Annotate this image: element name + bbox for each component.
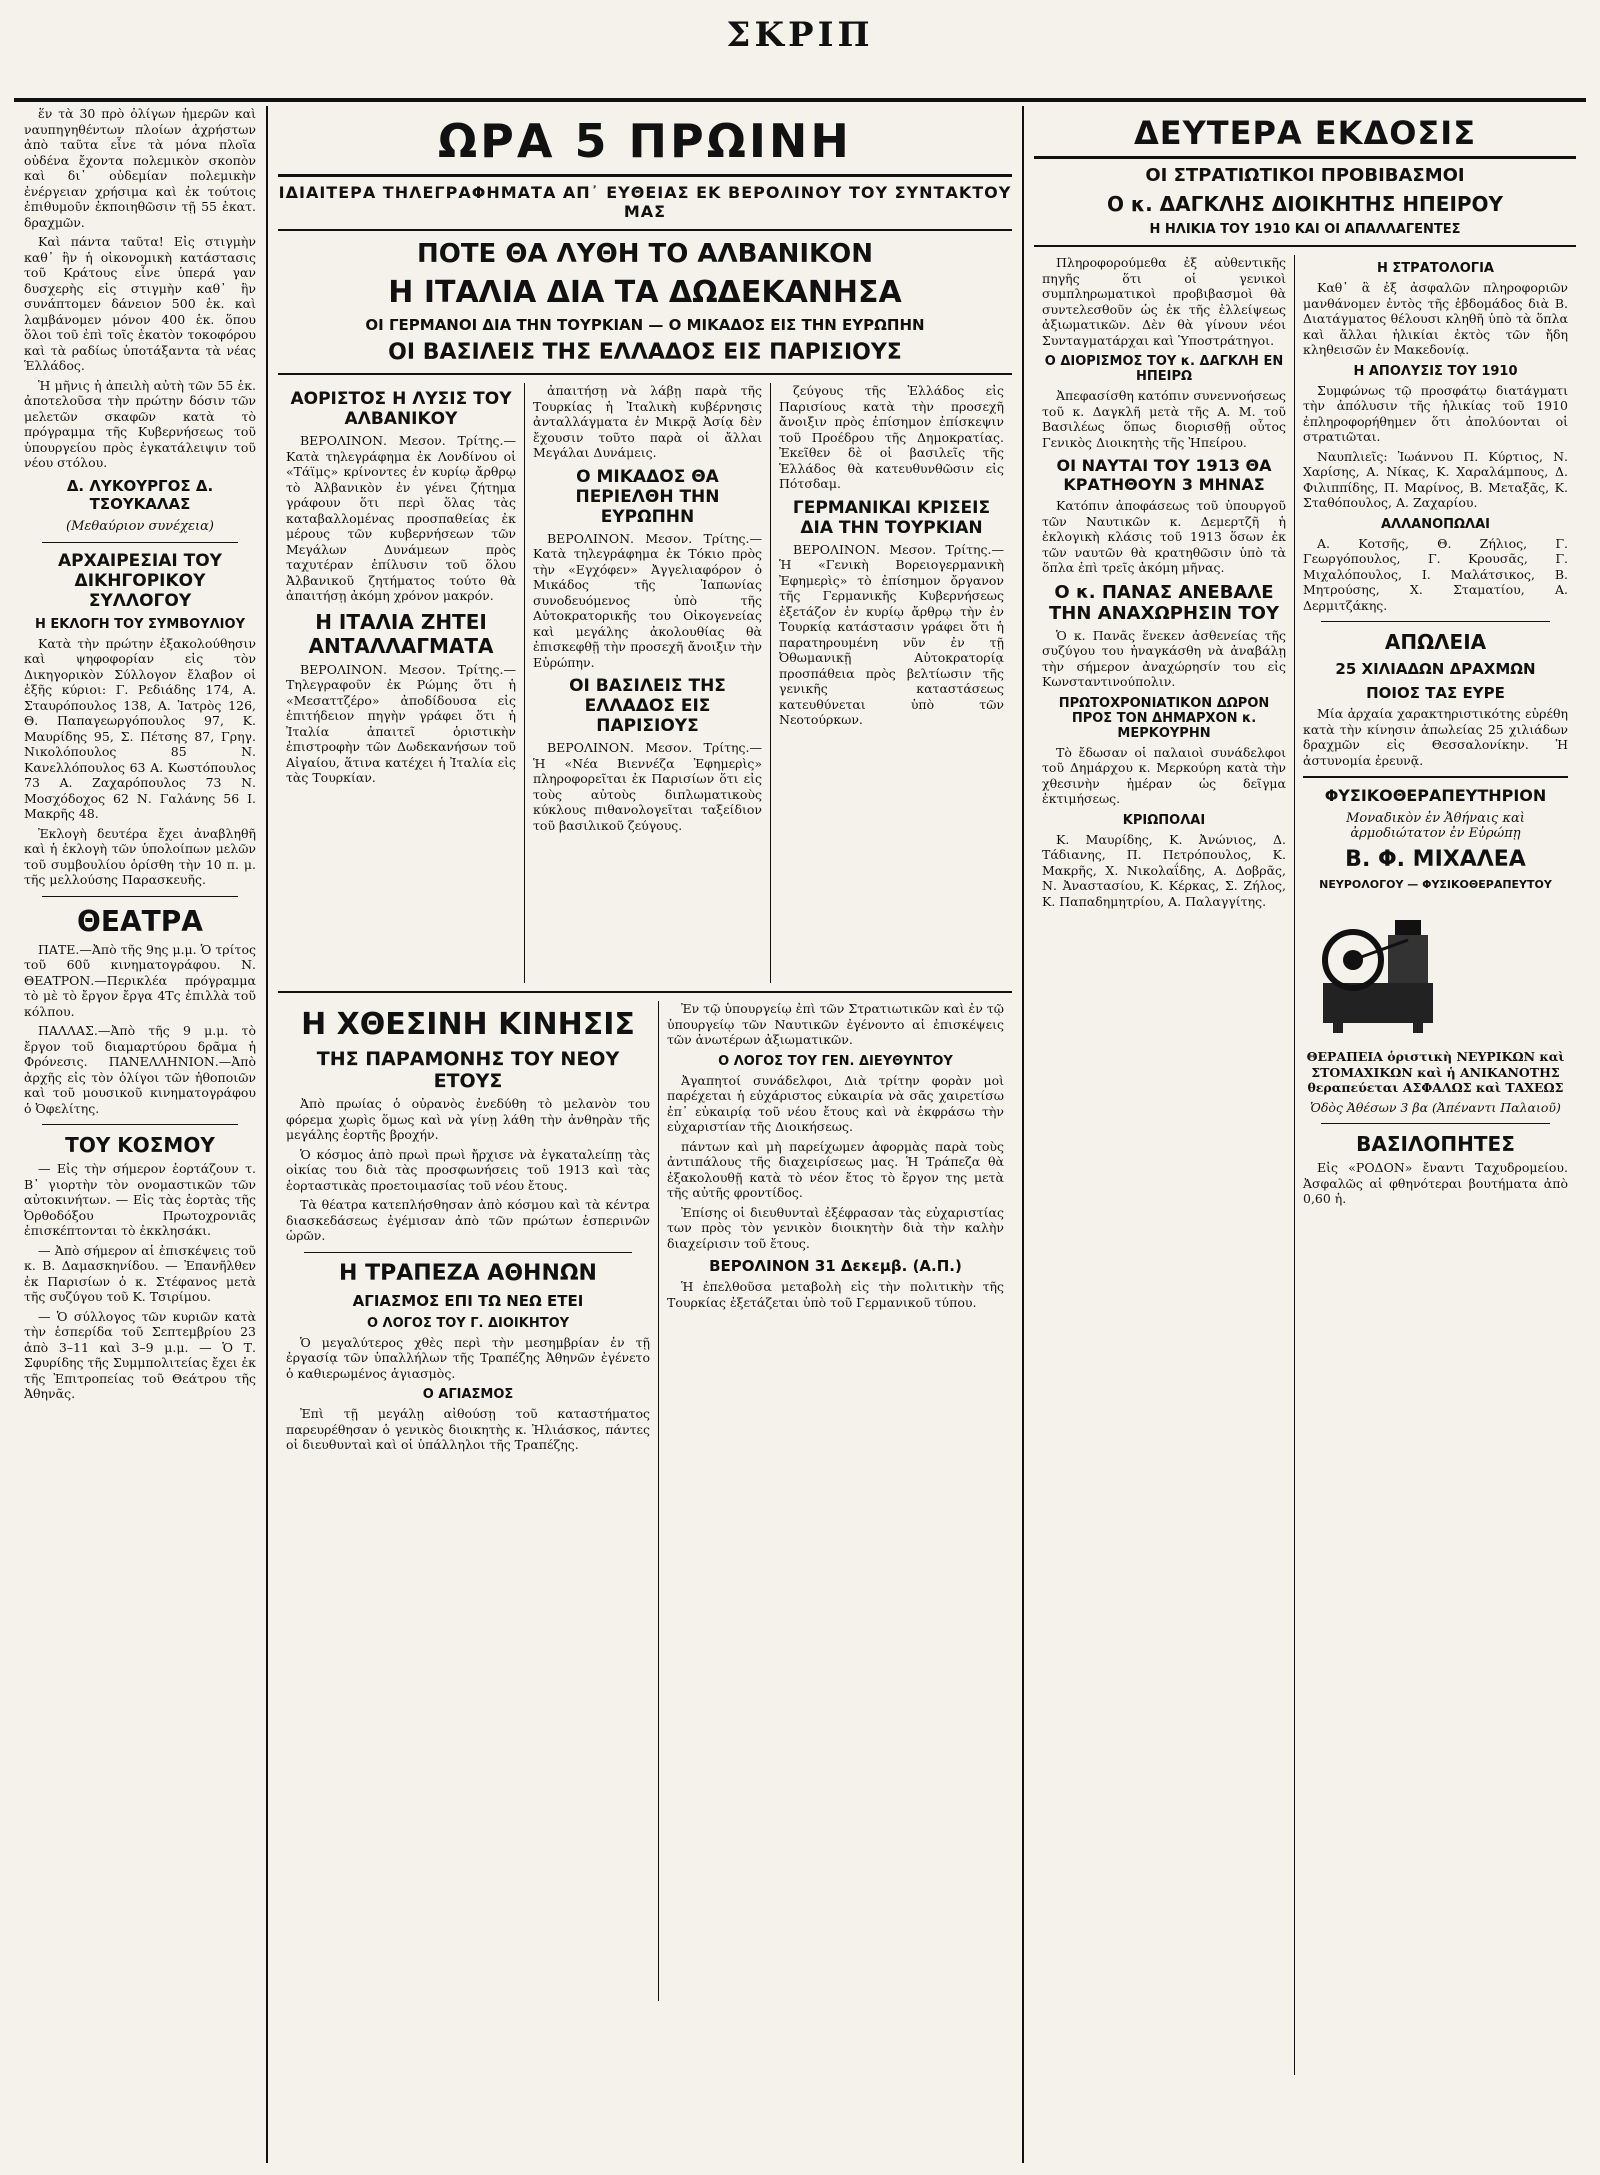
story-headline: Ο κ. ΔΑΓΚΛΗΣ ΔΙΟΙΚΗΤΗΣ ΗΠΕΙΡΟΥ — [1106, 192, 1504, 216]
ad-name: Β. Φ. ΜΙΧΑΛΕΑ — [1345, 847, 1526, 872]
article-headline: ΓΕΡΜΑΝΙΚΑΙ ΚΡΙΣΕΙΣ ΔΙΑ ΤΗΝ ΤΟΥΡΚΙΑΝ — [792, 497, 991, 538]
article-paragraph: Ἡ μῆνις ἡ ἀπειλὴ αὐτὴ τῶν 55 ἑκ. ἀποτελοῦσα τὴν πρώτην δόσιν τῶν μελετῶν σκαφῶν κατὰ τὸ πρόγραμμα τῆς Κυβερνήσεως τοῦ ὑπουργείου πρὸς ἐγκατάλειψιν τοῦ νέου στόλου. — [24, 377, 256, 470]
article-paragraph: — Ὁ σύλλογος τῶν κυριῶν κατὰ τὴν ἑσπερίδα τοῦ Σεπτεμβρίου 23 ἀπὸ 3–11 καὶ 3–9 μ.μ. — Ὁ Τ. Σφυρίδης τῆς Συμμπολιτείας ἔχει ἐκ τῆς Ἐπιτροπείας τοῦ Θεάτρου τῆς Ἀθηνᾶς. — [24, 1308, 256, 1401]
ad-headline: ΒΑΣΙΛΟΠΗΤΕΣ — [1356, 1132, 1515, 1156]
article-subheadline: Ο ΛΟΓΟΣ ΤΟΥ ΓΕΝ. ΔΙΕΥΘΥΝΤΟΥ — [718, 1053, 953, 1069]
article-headline: ΟΙ ΝΑΥΤΑΙ ΤΟΥ 1913 ΘΑ ΚΡΑΤΗΘΟΥΝ 3 ΜΗΝΑΣ — [1056, 456, 1272, 494]
article-paragraph: ΒΕΡΟΛΙΝΟΝ. Μεσον. Τρίτης.— Κατὰ τηλεγράφημα ἐκ Λονδίνου οἱ «Τάϊμς» κρίνοντες ἐν κυρίῳ ἄρθρῳ τὸ Ἀλβανικὸν ἐν γένει ζήτημα γράφουν ὅτι περὶ ὅλας τὰς καταβαλλομένας προσπαθείας ἐκ μέρους τῶν κυβερνήσεων τῶν Μεγάλων Δυνάμεων πρὸς ταχυτέραν ἐπίλυσιν τοῦ ὅλου Ἀλβανικοῦ ζητήματος τούτο θὰ ἀπαιτήσῃ ἀκόμη χρόνον μακρόν. — [286, 433, 516, 603]
article-subheadline: Ο ΛΟΓΟΣ ΤΟΥ Γ. ΔΙΟΙΚΗΤΟΥ — [366, 1315, 570, 1331]
article-subheadline: ΒΕΡΟΛΙΝΟΝ 31 Δεκεμβ. (Α.Π.) — [709, 1257, 962, 1275]
article-paragraph: ΒΕΡΟΛΙΝΟΝ. Μεσον. Τρίτης.— Ἡ «Γενικὴ Βορειογερμανικὴ Ἐφημερὶς» τὸ ἐπίσημον ὄργανον τῆς Γερμανικῆς Κυβερνήσεως ἐξετάζον ἐν κυρίῳ ἄρθρῳ τὴν ἐν Τουρκίᾳ κατάστασιν γράφει ὅτι ἡ παρατηρουμένη νῦν ἐν τῇ Ὀθωμανικῇ Αὐτοκρατορίᾳ προσπάθεια πρὸς βελτίωσιν τῆς γενικῆς καταστάσεως κατευθύνεται ὑπὸ τῶν Νεοτούρκων. — [779, 541, 1004, 727]
section-heading: ΘΕΑΤΡΑ — [77, 904, 203, 938]
lower-subcolumns — [278, 1001, 1012, 2001]
divider — [42, 1124, 238, 1125]
article-paragraph: Ἀπὸ πρωίας ὁ οὐρανὸς ἐνεδύθη τὸ μελανὸν του φόρεμα χωρὶς ὅμως καὶ νὰ γίνῃ λάθη τὴν ἀνθηρὰν τῆς μεγάλης ἑορτῆς βροχήν. — [286, 1096, 650, 1142]
article-headline: Η ΣΤΡΑΤΟΛΟΓΙΑ — [1377, 261, 1494, 276]
article-paragraph: ΠΑΤΕ.—Ἀπὸ τῆς 9ης μ.μ. Ὁ τρίτος τοῦ 60ῦ κινηματογράφου. Ν. ΘΕΑΤΡΟΝ.—Περικλέα πρόγραμμα τὸ μὲ τὸ ἔργον ἔργα 4Τς ἐπιλλὰ τοῦ κόλπου. — [24, 941, 256, 1019]
article-paragraph: Ὁ κόσμος ἀπὸ πρωὶ πρωὶ ἤρχισε νὰ ἐγκαταλείπῃ τὰς οἰκίας του διὰ τὰς προσφωνήσεις τοῦ 1913 καὶ τὰς ἑορταστικὰς προετοιμασίας τοῦ νέου ἔτους. — [286, 1146, 650, 1193]
article-headline: ΑΟΡΙΣΤΟΣ Η ΛΥΣΙΣ ΤΟΥ ΑΛΒΑΝΙΚΟΥ — [290, 389, 512, 429]
article-paragraph: Ὁ μεγαλύτερος χθὲς περὶ τὴν μεσημβρίαν ἐν τῇ ἐργασίᾳ τῶν ὑπαλλήλων τῆς Τραπέζης Ἀθηνῶν ἐγένετο ὁ καθιερωμένος ἁγιασμὸς. — [286, 1334, 650, 1381]
main-headline: ΩΡΑ 5 ΠΡΩΙΝΗ — [278, 114, 1012, 177]
ad-headline: ΦΥΣΙΚΟΘΕΡΑΠΕΥΤΗΡΙΟΝ — [1324, 786, 1547, 805]
divider — [1321, 621, 1550, 622]
article-headline: ΑΛΛΑΝΟΠΩΛΑΙ — [1380, 516, 1491, 532]
article-paragraph: Ἐπὶ τῇ μεγάλῃ αἰθούσῃ τοῦ καταστήματος παρευρέθησαν ὁ γενικὸς διοικητὴς κ. Ἠλιάσκος, πάντες οἱ διευθυνταὶ καὶ οἱ ὑπάλληλοι τῆς Τραπέζης. — [286, 1406, 650, 1452]
main-section — [266, 106, 1024, 2163]
article-subheadline: ΤΗΣ ΠΑΡΑΜΟΝΗΣ ΤΟΥ ΝΕΟΥ ΕΤΟΥΣ — [316, 1048, 620, 1092]
ad-text: Εἰς «ΡΟΔΟΝ» ἔναντι Ταχυδρομείου. Ἀσφαλῶς αἱ φθηνότεραι βουτήματα ἀπὸ 0,60 ἡ. — [1303, 1160, 1568, 1206]
article-headline: Ο κ. ΠΑΝΑΣ ΑΝΕΒΑΛΕ ΤΗΝ ΑΝΑΧΩΡΗΣΙΝ ΤΟΥ — [1049, 581, 1279, 624]
divider — [278, 991, 1012, 993]
ad-subheadline: Μοναδικὸν ἐν Ἀθήναις καὶ ἀρμοδιώτατον ἐν Εὐρώπῃ — [1346, 811, 1525, 841]
article-paragraph: Καθ᾽ ἃ ἐξ ἀσφαλῶν πληροφοριῶν μανθάνομεν ἐντὸς τῆς ἑβδομάδος διὰ Β. Διατάγματος θέλουσι κληθῆ ὑπὸ τὰ ὅπλα καὶ ἄλλαι ἡλικίαι ἐκτὸς τῶν ἤδη κληθεισῶν ἐν Μακεδονίᾳ. — [1303, 280, 1568, 357]
article-headline: ΠΡΩΤΟΧΡΟΝΙΑΤΙΚΟΝ ΔΩΡΟΝ ΠΡΟΣ ΤΟΝ ΔΗΜΑΡΧΟΝ κ. ΜΕΡΚΟΥΡΗΝ — [1058, 695, 1270, 741]
subcolumn — [658, 1001, 1012, 2001]
divider — [1321, 1123, 1550, 1124]
article-headline: ΚΡΙΩΠΟΛΑΙ — [1122, 812, 1206, 828]
right-subcolumns — [1034, 255, 1576, 2075]
article-signature: Δ. ΛΥΚΟΥΡΓΟΣ Δ. ΤΣΟΥΚΑΛΑΣ — [66, 476, 214, 513]
story-subheadline: Η ΗΛΙΚΙΑ ΤΟΥ 1910 ΚΑΙ ΟΙ ΑΠΑΛΛΑΓΕΝΤΕΣ — [1149, 222, 1461, 237]
section-heading: ΤΟΥ ΚΟΣΜΟΥ — [65, 1133, 215, 1157]
ad-address: Ὁδὸς Ἀθέσων 3 βα (Ἀπέναντι Παλαιοῦ) — [1310, 1099, 1561, 1115]
electrotherapy-machine-illustration — [1303, 905, 1453, 1035]
article-paragraph: ΠΑΛΛΑΣ.—Ἀπὸ τῆς 9 μ.μ. τὸ ἔργον τοῦ διαμαρτύρου δρᾶμα ἡ Φρόνεσις. ΠΑΝΕΛΛΗΝΙΟΝ.—Ἀπὸ ἀρχῆς εἰς τὸν ὀλίγοι τῶν ἠθοποιῶν καὶ τοῦ μουσικοῦ κινηματογράφου ὁ Ὀφελίτης. — [24, 1023, 256, 1116]
divider — [1303, 776, 1568, 778]
article-paragraph: ἀπαιτήσῃ νὰ λάβῃ παρὰ τῆς Τουρκίας ἡ Ἰταλικὴ κυβέρνησις ἀνταλλάγματα ἐν Μικρᾷ Ἀσίᾳ δὲν ἔχουσιν τοῦτο παρὰ οἱ ἄλλαι Μεγάλαι Δυνάμεις. — [533, 383, 762, 460]
article-paragraph: ΒΕΡΟΛΙΝΟΝ. Μεσον. Τρίτης.— Κατὰ τηλεγράφημα ἐκ Τόκιο πρὸς τὴν «Εγχόφεν» Ἀγγελιαφόρον ὁ Μικάδος τῆς Ἰαπωνίας συνοδευόμενος ὑπὸ τῆς Αὐτοκρατορικῆς του Οἰκογενείας καὶ μεγάλης ἀκολουθίας θὰ ἐπισκεφθῇ τὴν προσεχῆ ἄνοιξιν τὴν Εὐρώπην. — [533, 530, 762, 670]
notice-headline: ΑΠΩΛΕΙΑ — [1384, 630, 1487, 654]
article-paragraph: Συμφώνως τῷ προσφάτῳ διατάγματι τὴν ἀπόλυσιν τῆς ἡλικίας τοῦ 1910 ἐπληροφορήθημεν ὅτι ἀπολύονται οἱ στρατιῶται. — [1303, 382, 1568, 444]
section-subheading: Η ΕΚΛΟΓΗ ΤΟΥ ΣΥΜΒΟΥΛΙΟΥ — [35, 616, 245, 632]
article-headline: ΟΙ ΒΑΣΙΛΕΙΣ ΤΗΣ ΕΛΛΑΔΟΣ ΕΙΣ ΠΑΡΙΣΙΟΥΣ — [569, 676, 726, 736]
divider — [278, 229, 1012, 231]
subcolumn — [524, 383, 770, 983]
story-headline: ΟΙ ΣΤΡΑΤΙΩΤΙΚΟΙ ΠΡΟΒΙΒΑΣΜΟΙ — [1145, 165, 1465, 186]
article-paragraph: — Ἀπὸ σήμερον αἱ ἐπισκέψεις τοῦ κ. Β. Δαμασκηνίδου. — Ἐπανῆλθεν ἐκ Παρισίων ὁ κ. Στέφανος μετὰ τῆς συζύγου τοῦ Κ. Τσιρίμου. — [24, 1242, 256, 1304]
story-headline: Η ΙΤΑΛΙΑ ΔΙΑ ΤΑ ΔΩΔΕΚΑΝΗΣΑ — [388, 275, 902, 310]
article-paragraph: Κατὰ τὴν πρώτην ἐξακολούθησιν καὶ ψηφοφορίαν εἰς τὸν Δικηγορικὸν Σύλλογον ἔλαβον οἱ ἑξῆς κύριοι: Γ. Ρεδιάδης 174, Α. Σταυρόπουλος 138, Α. Ἰατρὸς 126, Θ. Παπαγεωργόπουλος 97, Κ. Μαυρίδης 95, Σ. Πέτσης 87, Γρηγ. Νικολόπουλος 85 Ν. Κανελλόπουλος 63 Α. Κωστόπουλος 73 Α. Ζαχαρόπουλος 73 Ν. Μοσχόδοχος 62 Ν. Γαλάνης 56 Ι. Μακρῆς 48. — [24, 635, 256, 821]
subcolumn — [278, 1001, 658, 2001]
notice-headline: ΠΟΙΟΣ ΤΑΣ ΕΥΡΕ — [1366, 684, 1505, 702]
divider — [278, 373, 1012, 375]
article-paragraph: Τὰ θέατρα κατεπλήσθησαν ἀπὸ κόσμου καὶ τὰ κέντρα διασκεδάσεως ἐγέμισαν ἀπὸ τῶν πρώτων ἑσπερινῶν ὡρῶν. — [286, 1197, 650, 1243]
article-paragraph: Ἡ ἐπελθοῦσα μεταβολὴ εἰς τὴν πολιτικὴν τῆς Τουρκίας ἐξετάζεται ὑπὸ τοῦ Γερμανικοῦ τύπου. — [667, 1279, 1004, 1310]
article-paragraph: Α. Κοτσῆς, Θ. Ζήλιος, Γ. Γεωργόπουλος, Γ. Κρουσᾶς, Γ. Μιχαλόπουλος, Ι. Μαλάτσικος, Β. Μητρούσης, Χ. Σταματίου, Α. Δερμιτζάκης. — [1303, 535, 1568, 613]
article-paragraph: ΒΕΡΟΛΙΝΟΝ. Μεσον. Τρίτης.— Τηλεγραφοῦν ἐκ Ρώμης ὅτι ἡ «Μεσαττζέρο» ἀποδίδουσα εἰς ἐπιτήδειον πηγὴν γράφει ὅτι ἡ Ἰταλία ἀπαιτεῖ ὁριστικὴν ἐπιστροφὴν τῶν Δωδεκανήσων τοῦ Αἰγαίου, ἅτινα κατέχει ἡ Ἰταλία εἰς τὰς Τουρκίαν. — [286, 661, 516, 785]
subcolumn — [1294, 255, 1576, 2075]
notice-headline: 25 ΧΙΛΙΑΔΩΝ ΔΡΑΧΜΩΝ — [1335, 660, 1536, 678]
article-paragraph: Ἐπίσης οἱ διευθυνταὶ ἐξέφρασαν τὰς εὐχαριστίας των πρὸς τὸν γενικὸν διοικητὴν διὰ τὴν καλὴν διαχείρισιν τοῦ ἔτους. — [667, 1204, 1004, 1251]
article-paragraph: Ὁ κ. Πανᾶς ἕνεκεν ἀσθενείας τῆς συζύγου του ἠναγκάσθη νὰ ἀναβάλῃ τὴν σήμερον ἀναχώρησίν του εἰς Κωνσταντινούπολιν. — [1042, 627, 1286, 689]
article-headline: Η ΧΘΕΣΙΝΗ ΚΙΝΗΣΙΣ — [301, 1007, 635, 1042]
article-subheadline: Ο ΑΓΙΑΣΜΟΣ — [422, 1387, 514, 1402]
subcolumn — [278, 383, 524, 983]
article-signature-note: (Μεθαύριον συνέχεια) — [66, 518, 214, 534]
left-column — [14, 106, 266, 2163]
right-section — [1024, 106, 1586, 2163]
article-paragraph: Πληροφορούμεθα ἐξ αὐθεντικῆς πηγῆς ὅτι οἱ γενικοὶ συμπληρωματικοὶ προβιβασμοὶ θὰ συντελεσθοῦν ὡς ἐκ τῆς ἐλλείψεως ἀξιωματικῶν. Δὲν θὰ γίνουν νέοι Συνταγματάρχαι καὶ Ὑποστράτηγοι. — [1042, 255, 1286, 348]
divider — [42, 896, 238, 897]
story-headline: ΠΟΤΕ ΘΑ ΛΥΘΗ ΤΟ ΑΛΒΑΝΙΚΟΝ — [416, 239, 874, 269]
article-paragraph: Κατόπιν ἀποφάσεως τοῦ ὑπουργοῦ τῶν Ναυτικῶν κ. Δεμερτζῆ ἡ ἐκλογικὴ κλάσις τοῦ 1913 ὅσων ἐκ τῶν ναυτῶν θὰ κρατηθῶσιν ὑπὸ τὰ ὅπλα ἐπὶ τρεῖς ἀκόμη μῆνας. — [1042, 498, 1286, 575]
ad-text: ΘΕΡΑΠΕΙΑ ὁριστικὴ ΝΕΥΡΙΚΩΝ καὶ ΣΤΟΜΑΧΙΚΩΝ καὶ ἡ ΑΝΙΚΑΝΟΤΗΣ θεραπεύεται ΑΣΦΑΛΩΣ καὶ ΤΑΧΕΩΣ — [1306, 1049, 1565, 1095]
masthead: ΣΚΡΙΠ — [726, 15, 874, 55]
article-headline: Η ΑΠΟΛΥΣΙΣ ΤΟΥ 1910 — [1353, 363, 1518, 379]
story-subheadline: ΟΙ ΓΕΡΜΑΝΟΙ ΔΙΑ ΤΗΝ ΤΟΥΡΚΙΑΝ — Ο ΜΙΚΑΔΟΣ ΕΙΣ ΤΗΝ ΕΥΡΩΠΗΝ — [365, 316, 925, 334]
article-paragraph: ζεύγους τῆς Ἑλλάδος εἰς Παρισίους κατὰ τὴν προσεχῆ ἄνοιξιν πρὸς ἐπίσημον ἐπίσκεψιν τοῦ Προέδρου τῆς Δημοκρατίας. Ἐκεῖθεν δὲ οἱ βασιλεῖς τῆς Ἑλλάδος θὰ κατευθυνθῶσιν εἰς Πότσδαμ. — [779, 383, 1004, 491]
divider — [42, 542, 238, 543]
article-paragraph: ἕν τὰ 30 πρὸ ὀλίγων ἡμερῶν καὶ ναυπηγηθέντων πλοίων ἀχρήστων ἀπὸ ταῦτα εἶνε τὰ μόνα πλοῖα οὐδένα ἔχοντα πολεμικὸν σκοπὸν καὶ δι᾽ οὐδεμίαν πολεμικὴν ἐνέργειαν χρήσιμα καὶ ἐκ τούτοις ἐπιθυμοῦν ἐκποιηθῶσιν τῇ 55 ἑκατ. δραχμῶν. — [24, 106, 256, 230]
article-paragraph: — Εἰς τὴν σήμερον ἑορτάζουν τ. Β᾽ γιορτὴν τὸν ονομαστικῶν τῶν αὐτοκινήτων. — Εἰς τὰς ἑορτὰς τῆς Ὀρθοδόξου Πρωτοχρονιᾶς ἐπισκέπτονται τὸ ἐκκλησάκι. — [24, 1161, 256, 1238]
subcolumn — [770, 383, 1012, 983]
ad-profession: ΝΕΥΡΟΛΟΓΟΥ — ΦΥΣΙΚΟΘΕΡΑΠΕΥΤΟΥ — [1319, 878, 1552, 891]
article-subheadline: ΑΓΙΑΣΜΟΣ ΕΠΙ ΤΩ ΝΕΩ ΕΤΕΙ — [352, 1291, 584, 1310]
masthead-rule — [14, 98, 1586, 102]
article-paragraph: ΒΕΡΟΛΙΝΟΝ. Μεσον. Τρίτης.— Ἡ «Νέα Βιεννέζα Ἐφημερὶς» πληροφορεῖται ἐκ Παρισίων ὅτι εἰς τοὺς αὐτοὺς διπλωματικοὺς κύκλους πιθανολογεῖται ταξείδιον τοῦ βασιλικοῦ ζεύγους. — [533, 740, 762, 833]
article-headline: Ο ΜΙΚΑΔΟΣ ΘΑ ΠΕΡΙΕΛΘΗ ΤΗΝ ΕΥΡΩΠΗΝ — [575, 466, 720, 527]
article-paragraph: Ἀγαπητοί συνάδελφοι, Διὰ τρίτην φορὰν μοὶ παρέχεται ἡ εὐχάριστος εὐκαιρία νὰ σᾶς χαιρετίσω ἐπ᾽ εὐκαιρίᾳ τοῦ νέου ἔτους καὶ νὰ ἐκφράσω τὴν εὐχαριστίαν τῆς Διοικήσεως. — [667, 1072, 1004, 1134]
section-heading: ΑΡΧΑΙΡΕΣΙΑΙ ΤΟΥ ΔΙΚΗΓΟΡΙΚΟΥ ΣΥΛΛΟΓΟΥ — [58, 550, 222, 611]
article-headline: Η ΤΡΑΠΕΖΑ ΑΘΗΝΩΝ — [339, 1260, 597, 1286]
columns — [14, 106, 1586, 2163]
upper-subcolumns — [278, 383, 1012, 983]
divider — [304, 1252, 632, 1253]
article-headline: Ο ΔΙΟΡΙΣΜΟΣ ΤΟΥ κ. ΔΑΓΚΛΗ ΕΝ ΗΠΕΙΡΩ — [1044, 354, 1284, 384]
article-paragraph: Καὶ πάντα ταῦτα! Εἰς στιγμὴν καθ᾽ ἣν ἡ οἰκονομικὴ κατάστασις τοῦ Κράτους εἶνε ὑπερά γαν δυσχερὴς εἰς στιγμὴν καθ᾽ ἣν συνάπτομεν δάνειον 500 ἑκ. καὶ λαμβάνομεν μόνον 400 ἑκ. ὅπου ὅλοι τοῦ ἐπὶ τοῖς ἑκατὸν τοκοφόρου καὶ τὰ ραδίως ὑποτάξαντα τὰ νέας Ἑλλάδος. — [24, 234, 256, 373]
article-paragraph: πάντων καὶ μὴ παρείχωμεν ἀφορμὰς παρὰ τοὺς ἀντιπάλους τῆς διαχειρίσεως μας. Ἡ Τράπεζα θὰ ἐξακολουθῇ κατὰ τὸ νέον ἔτος τὸ ἔργον της μετὰ τῆς αὐτῆς φροντίδος. — [667, 1138, 1004, 1200]
subcolumn — [1034, 255, 1294, 2075]
article-paragraph: Ἀπεφασίσθη κατόπιν συνεννοήσεως τοῦ κ. Δαγκλῆ μετὰ τῆς Α. Μ. τοῦ Βασιλέως ὅπως διορισθῇ οὗτος Γενικὸς Διοικητὴς τῆς Ἠπείρου. — [1042, 388, 1286, 450]
edition-headline: ΔΕΥΤΕΡΑ ΕΚΔΟΣΙΣ — [1034, 114, 1576, 159]
article-headline: Η ΙΤΑΛΙΑ ΖΗΤΕΙ ΑΝΤΑΛΛΑΓΜΑΤΑ — [308, 609, 494, 658]
article-paragraph: Ναυπλιεῖς: Ἰωάννου Π. Κύρτιος, Ν. Χαρίσης, Α. Νίκας, Κ. Χαραλάμπους, Δ. Φιλιππίδης, Π. Μαρίνος, Β. Μεταξᾶς, Κ. Σταθόπουλος, Α. Ζαχαρίου. — [1303, 448, 1568, 510]
article-paragraph: Κ. Μαυρίδης, Κ. Ἀνώνιος, Δ. Τάδιανης, Π. Πετρόπουλος, Κ. Μακρῆς, Χ. Νικολαΐδης, Α. Δοβρᾶς, Ν. Ἀναστασίου, Κ. Κέρκας, Σ. Ζήλος, Κ. Παπαδημητρίου, Α. Παλαγγίτης. — [1042, 831, 1286, 909]
divider — [1034, 245, 1576, 247]
article-paragraph: Ἐν τῷ ὑπουργείῳ ἐπὶ τῶν Στρατιωτικῶν καὶ ἐν τῷ ὑπουργείῳ τῶν Ναυτικῶν ἐγένοντο αἱ ἐπισκέψεις τῶν ἀνωτέρων ἀξιωματικῶν. — [667, 1001, 1004, 1047]
article-paragraph: Ἐκλογὴ δευτέρα ἔχει ἀναβληθῆ καὶ ἡ ἐκλογὴ τῶν ὑπολοίπων μελῶν τοῦ συμβουλίου ὁρίσθη τὴν 10 π. μ. τῆς μελλούσης Παρασκευῆς. — [24, 825, 256, 887]
article-paragraph: Τὸ ἔδωσαν οἱ παλαιοὶ συνάδελφοι τοῦ Δημάρχου κ. Μερκούρη κατὰ τὴν χθεσινὴν ἡμέραν ὡς δεῖγμα ἐκτιμήσεως. — [1042, 744, 1286, 806]
story-subheadline: ΟΙ ΒΑΣΙΛΕΙΣ ΤΗΣ ΕΛΛΑΔΟΣ ΕΙΣ ΠΑΡΙΣΙΟΥΣ — [388, 340, 902, 365]
article-paragraph: Μία ἀρχαία χαρακτηριστικότης εὑρέθη κατὰ τὴν κίνησιν ἀπωλείας 25 χιλιάδων δραχμῶν εἰς Θεσσαλονίκην. Ἡ ἀστυνομία ἐρευνᾷ. — [1303, 706, 1568, 768]
main-subheadline: ΙΔΙΑΙΤΕΡΑ ΤΗΛΕΓΡΑΦΗΜΑΤΑ ΑΠ᾽ ΕΥΘΕΙΑΣ ΕΚ ΒΕΡΟΛΙΝΟΥ ΤΟΥ ΣΥΝΤΑΚΤΟΥ ΜΑΣ — [278, 183, 1012, 221]
